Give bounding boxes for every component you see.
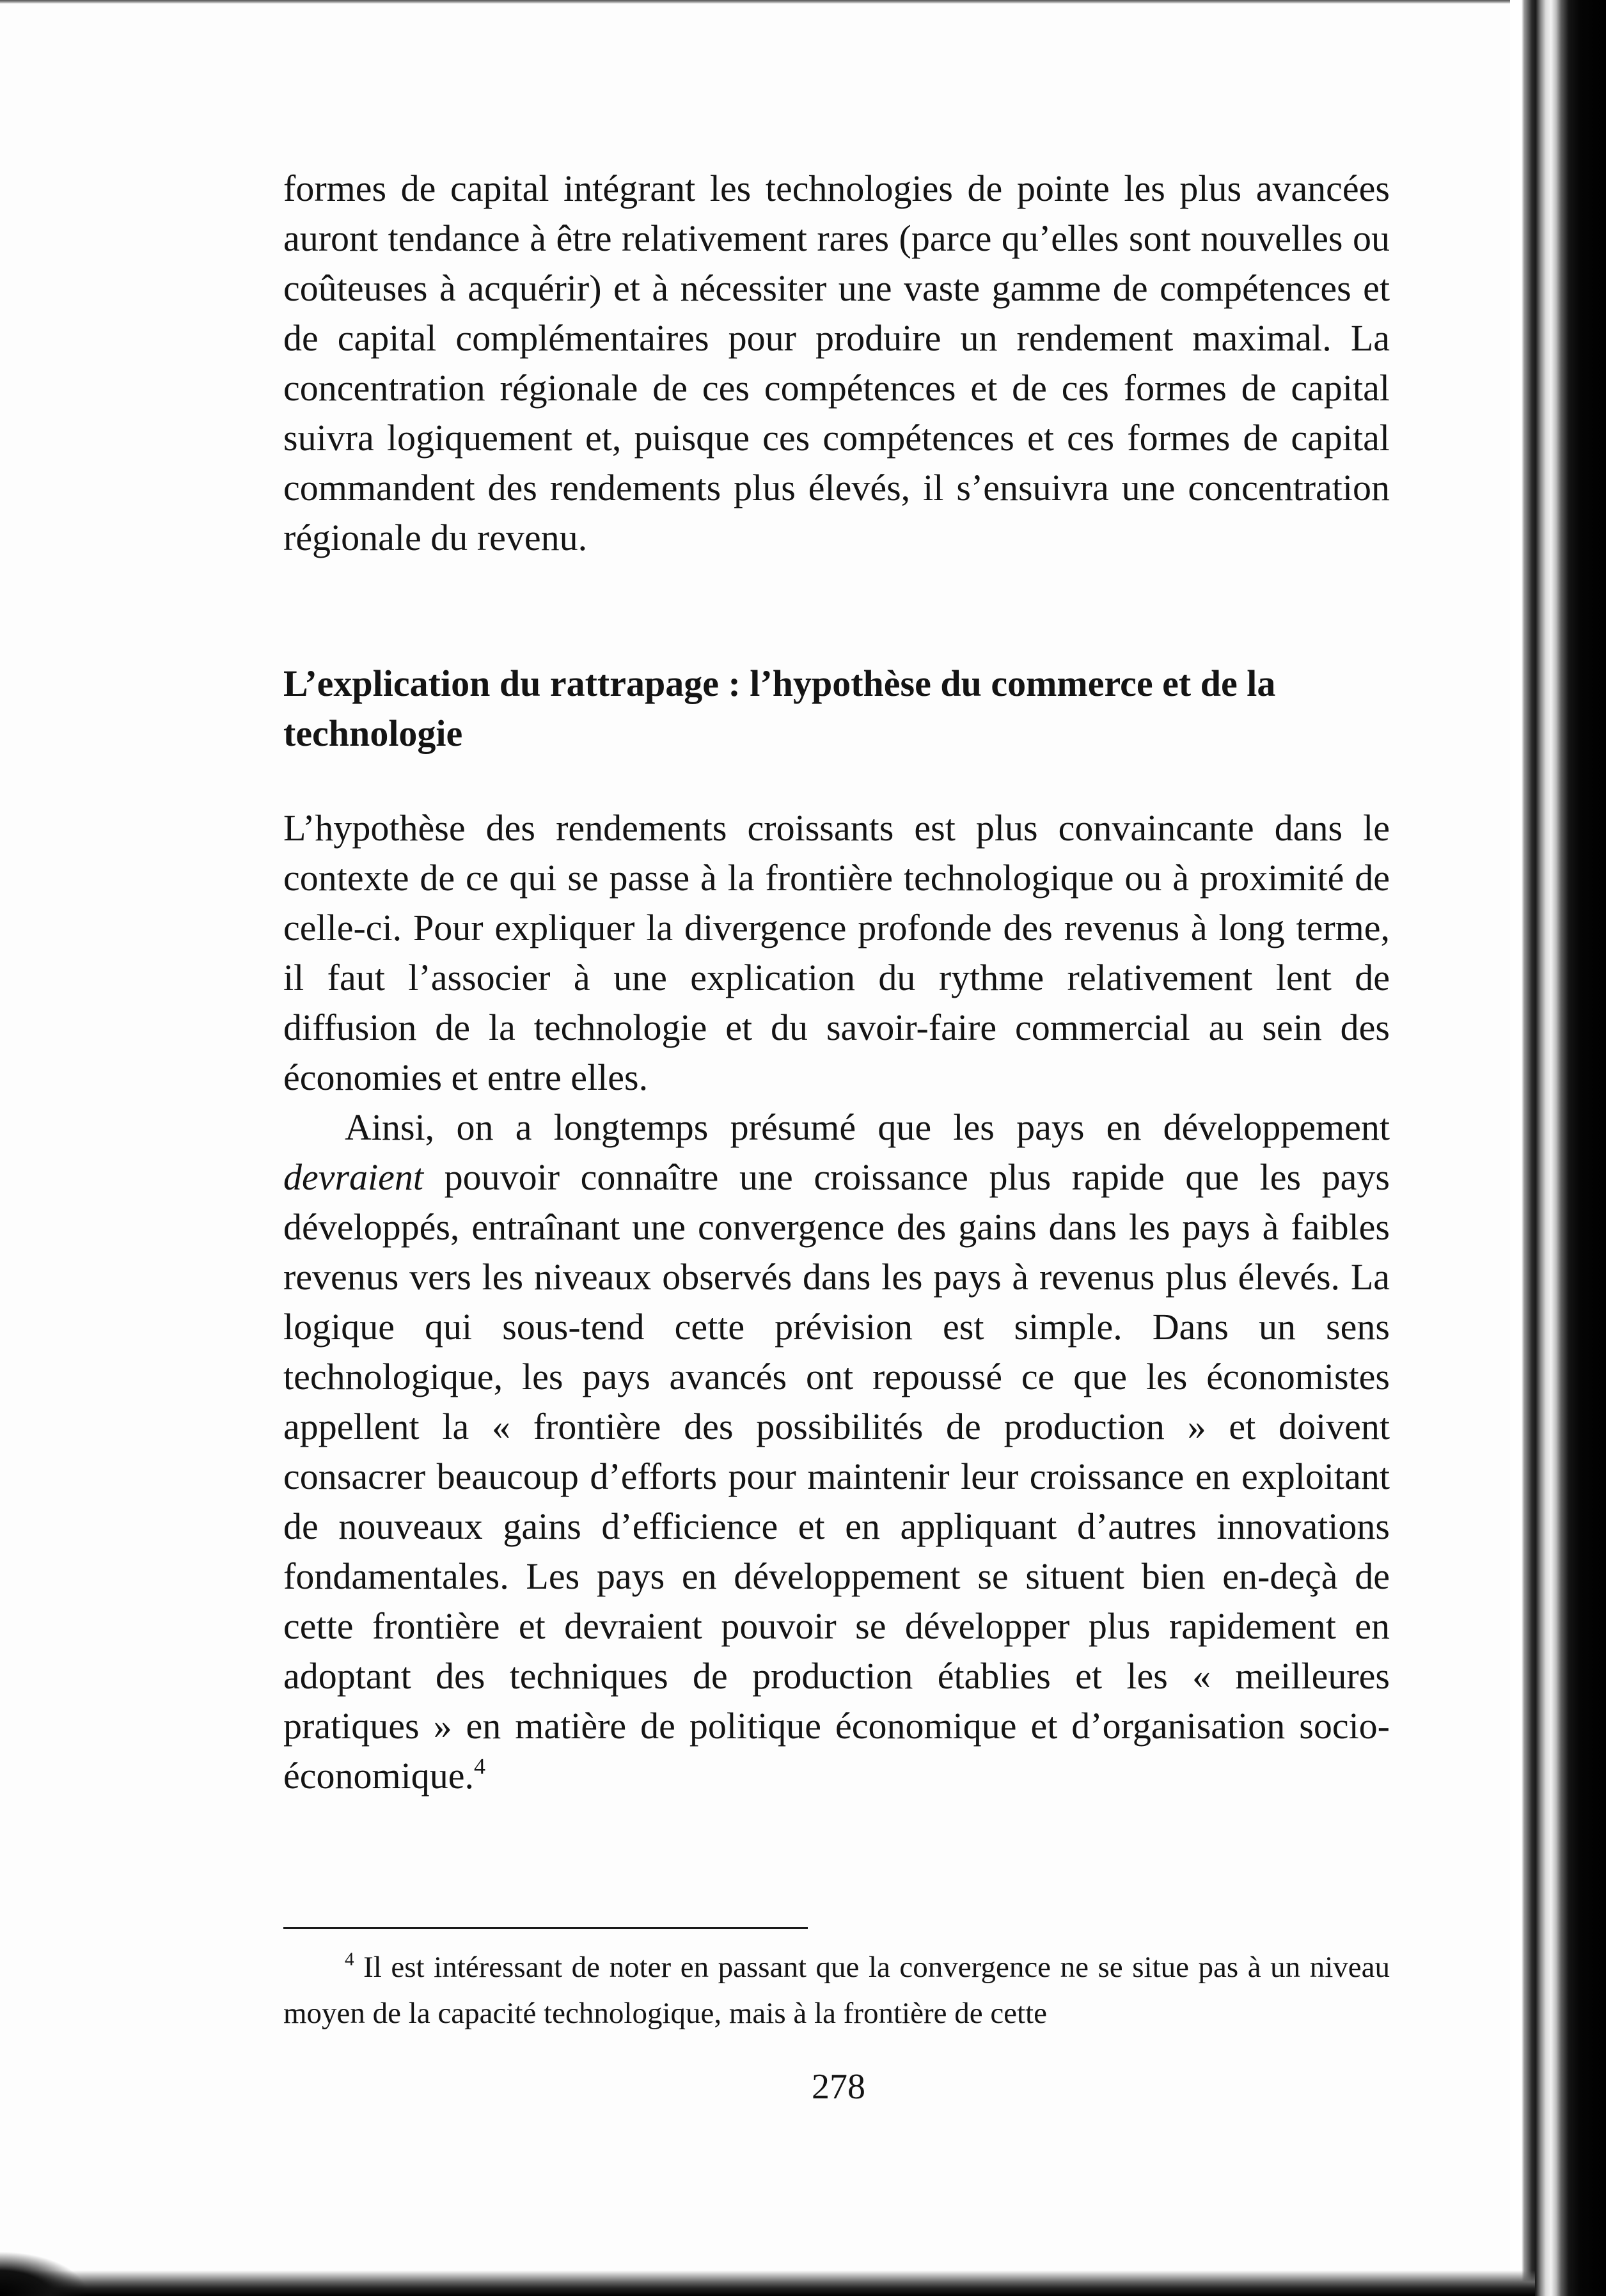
body-text-section <box>283 803 1390 1801</box>
paragraph-convergence-start: Ainsi, on a longtemps présumé que les pays en développement <box>345 1106 1390 1148</box>
footnote-reference: 4 <box>473 1753 485 1779</box>
section-heading-block <box>283 659 1390 759</box>
scan-bottom-edge <box>0 2270 1535 2296</box>
book-binding-edge <box>1510 0 1606 2296</box>
paragraph-continuation: formes de capital intégrant les technologies de pointe les plus avancées auront tendance à être relativement rares (parce qu’elles sont nouvelles ou coûteuses à acquérir) et à nécessiter une vaste gamme de compétences et de capital complémentaires pour produire un rendement maximal. La concentration régionale de ces compétences et de ces formes de capital suivra logiquement et, puisque ces compétences et ces formes de capital commandent des rendements plus élevés, il s’ensuivra une concentration régionale du revenu. <box>283 168 1390 558</box>
footnote-separator <box>283 1927 808 1929</box>
page-number: 278 <box>812 2067 865 2107</box>
body-text <box>283 164 1390 563</box>
paragraph-convergence-end: pouvoir connaître une croissance plus rapide que les pays développés, entraînant une convergence des gains dans les pays à faibles revenus vers les niveaux observés dans les pays à revenus plus élevés. La logique qui sous-tend cette prévision est simple. Dans un sens technologique, les pays avancés ont repoussé ce que les économistes appellent la « frontière des possibilités de production » et doivent consacrer beaucoup d’efforts pour maintenir leur croissance en exploitant de nouveaux gains d’efficience et en appliquant d’autres innovations fondamentales. Les pays en développement se situent bien en-deçà de cette frontière et devraient pouvoir se développer plus rapidement en adoptant des techniques de production établies et les « meilleures pratiques » en matière de politique économique et d’organisation socio-économique. <box>283 1156 1390 1797</box>
section-heading: L’explication du rattrapage : l’hypothèse du commerce et de la technologie <box>283 663 1276 754</box>
paragraph-hypothesis: L’hypothèse des rendements croissants est plus convaincante dans le contexte de ce qui se passe à la frontière technologique ou à proximité de celle-ci. Pour expliquer la divergence profonde des revenus à long terme, il faut l’associer à une explication du rythme relativement lent de diffusion de la technologie et du savoir-faire commercial au sein des économies et entre elles. <box>283 807 1390 1098</box>
footnote <box>283 1944 1390 2036</box>
paragraph-convergence <box>283 1103 1390 1801</box>
scan-top-edge <box>0 0 1535 4</box>
emphasis-devraient: devraient <box>283 1156 424 1198</box>
scan-corner-shadow <box>0 2251 90 2296</box>
footnote-marker: 4 <box>345 1949 354 1970</box>
footnote-text: Il est intéressant de noter en passant que la convergence ne se situe pas à un niveau moyen de la capacité technologique, mais à la frontière de cette <box>283 1951 1390 2030</box>
